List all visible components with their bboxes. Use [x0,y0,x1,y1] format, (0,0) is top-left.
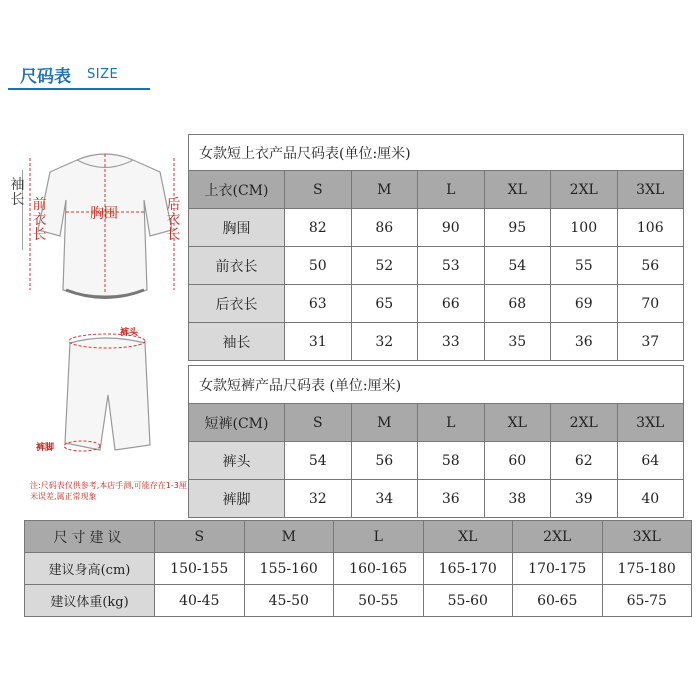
table-cell: 175-180 [602,553,692,585]
header-cell: L [418,171,485,209]
table-cell: 63 [285,285,352,323]
table-row [189,323,684,361]
table-cell: 100 [551,209,618,247]
sleeve-label: 袖长 [10,177,25,208]
table-header-row [189,171,684,209]
shorts-size-table [188,365,684,518]
header-cell: M [244,521,334,553]
table-cell: 86 [351,209,418,247]
row-label: 前衣长 [189,247,285,285]
table-cell: 45-50 [244,585,334,617]
table-cell: 150-155 [155,553,245,585]
header-cell: L [334,521,424,553]
table-cell: 36 [418,480,485,518]
title-zh: 尺码表 [20,67,71,87]
row-label: 建议体重(kg) [25,585,155,617]
jersey-table-caption: 女款短上衣产品尺码表(单位:厘米) [189,135,684,171]
table-cell: 35 [484,323,551,361]
header-cell: 2XL [551,171,618,209]
row-label: 后衣长 [189,285,285,323]
table-cell: 95 [484,209,551,247]
row-label: 胸围 [189,209,285,247]
table-cell: 65 [351,285,418,323]
table-cell: 52 [351,247,418,285]
table-cell: 68 [484,285,551,323]
table-cell: 170-175 [513,553,603,585]
table-cell: 66 [418,285,485,323]
back-length-label: 后衣长 [166,197,181,243]
row-label: 袖长 [189,323,285,361]
header-underline [8,88,150,90]
header-cell: S [285,404,352,442]
table-cell: 82 [285,209,352,247]
table-cell: 36 [551,323,618,361]
table-header-row [189,404,684,442]
table-cell: 60-65 [513,585,603,617]
header-cell: 3XL [617,404,684,442]
header-cell: XL [423,521,513,553]
header-cell: S [285,171,352,209]
front-length-label: 前衣长 [32,197,47,243]
table-cell: 33 [418,323,485,361]
jersey-size-table [188,134,684,361]
table-cell: 155-160 [244,553,334,585]
header-cell: 2XL [551,404,618,442]
table-cell: 60 [484,442,551,480]
size-chart-header [8,58,158,94]
table-cell: 32 [285,480,352,518]
header-cell: 2XL [513,521,603,553]
leg-opening-label: 裤脚 [36,443,55,453]
table-cell: 32 [351,323,418,361]
table-cell: 34 [351,480,418,518]
table-cell: 40 [617,480,684,518]
shorts-table-caption: 女款短裤产品尺码表 (单位:厘米) [189,366,684,404]
table-cell: 62 [551,442,618,480]
table-cell: 54 [484,247,551,285]
table-cell: 160-165 [334,553,424,585]
table-cell: 56 [617,247,684,285]
header-cell: S [155,521,245,553]
header-cell: M [351,171,418,209]
table-cell: 40-45 [155,585,245,617]
table-header-row [25,521,692,553]
table-cell: 50 [285,247,352,285]
table-cell: 58 [418,442,485,480]
table-cell: 50-55 [334,585,424,617]
header-cell: 3XL [617,171,684,209]
table-cell: 53 [418,247,485,285]
size-advice-table [24,520,692,617]
header-cell: XL [484,404,551,442]
table-cell: 70 [617,285,684,323]
chest-label: 胸围 [90,206,118,222]
row-label: 裤头 [189,442,285,480]
table-cell: 65-75 [602,585,692,617]
table-cell: 38 [484,480,551,518]
row-label: 裤脚 [189,480,285,518]
table-cell: 56 [351,442,418,480]
header-cell: 尺寸建议 [25,521,155,553]
header-cell: 短裤(CM) [189,404,285,442]
table-cell: 90 [418,209,485,247]
waist-label: 裤头 [120,328,139,338]
title-en: SIZE [87,67,119,82]
header-cell: L [418,404,485,442]
table-row [25,585,692,617]
shorts-illustration [60,325,160,465]
table-cell: 39 [551,480,618,518]
table-cell: 37 [617,323,684,361]
table-cell: 69 [551,285,618,323]
measurement-note: 注:尺码表仅供参考,本店手测,可能存在1-3厘米误差,属正常现象 [30,481,187,501]
header-cell: XL [484,171,551,209]
table-cell: 54 [285,442,352,480]
table-cell: 165-170 [423,553,513,585]
table-row [189,442,684,480]
table-row [189,209,684,247]
header-cell: 上衣(CM) [189,171,285,209]
table-row [25,553,692,585]
header-cell: 3XL [602,521,692,553]
table-cell: 106 [617,209,684,247]
table-cell: 31 [285,323,352,361]
table-cell: 55-60 [423,585,513,617]
table-cell: 64 [617,442,684,480]
row-label: 建议身高(cm) [25,553,155,585]
table-cell: 55 [551,247,618,285]
table-row [189,285,684,323]
table-row [189,247,684,285]
header-cell: M [351,404,418,442]
table-row [189,480,684,518]
